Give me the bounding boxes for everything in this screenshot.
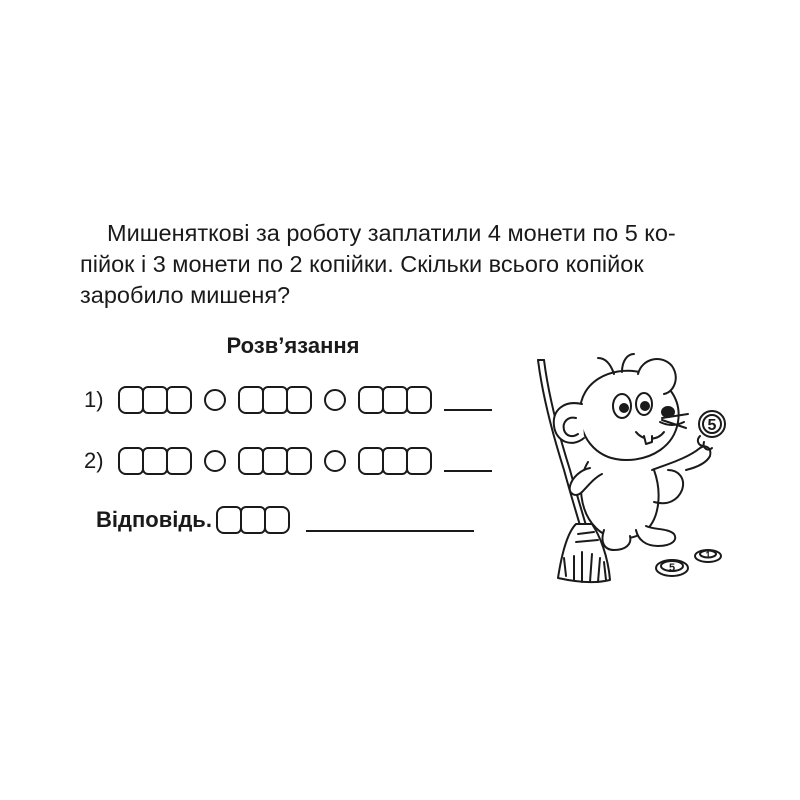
coin-label: 5	[668, 562, 676, 574]
digit-box[interactable]	[406, 447, 432, 475]
mouse-ear	[554, 403, 584, 443]
answer-label: Відповідь.	[96, 507, 212, 532]
operator-circle[interactable]	[324, 389, 346, 411]
answer-line[interactable]	[306, 530, 474, 532]
digit-box[interactable]	[118, 447, 144, 475]
coin-label: 1	[705, 550, 711, 560]
digit-box[interactable]	[216, 506, 242, 534]
number-boxes	[118, 386, 192, 414]
digit-box[interactable]	[142, 386, 168, 414]
answer-row	[96, 506, 474, 534]
number-boxes	[238, 386, 312, 414]
solution-title: Розв’язання	[226, 333, 360, 358]
digit-box[interactable]	[166, 447, 192, 475]
digit-box[interactable]	[358, 386, 384, 414]
number-boxes	[118, 447, 192, 475]
digit-box[interactable]	[240, 506, 266, 534]
operator-circle[interactable]	[324, 450, 346, 472]
coin-label: 5	[707, 417, 717, 434]
problem-line-3: заробило мишеня?	[80, 282, 291, 308]
number-boxes	[358, 447, 432, 475]
unit-line[interactable]	[444, 470, 492, 472]
digit-box[interactable]	[262, 447, 288, 475]
digit-box[interactable]	[358, 447, 384, 475]
digit-box[interactable]	[142, 447, 168, 475]
solution-row-2	[84, 447, 492, 475]
number-boxes	[358, 386, 432, 414]
digit-box[interactable]	[286, 386, 312, 414]
operator-circle[interactable]	[204, 450, 226, 472]
row-number: 1)	[84, 387, 104, 412]
digit-box[interactable]	[238, 386, 264, 414]
problem-line-2: пійок і 3 монети по 2 копійки. Скільки всього копійок	[80, 251, 644, 277]
operator-circle[interactable]	[204, 389, 226, 411]
digit-box[interactable]	[238, 447, 264, 475]
solution-row-1	[84, 386, 492, 414]
broom-handle	[538, 360, 582, 532]
problem-line-1: Мишеняткові за роботу заплатили 4 монети по 5 ко-	[107, 220, 676, 246]
row-number: 2)	[84, 448, 104, 473]
digit-box[interactable]	[166, 386, 192, 414]
digit-box[interactable]	[286, 447, 312, 475]
digit-box[interactable]	[264, 506, 290, 534]
word-problem	[80, 218, 742, 311]
digit-box[interactable]	[406, 386, 432, 414]
mouse-with-broom-illustration	[518, 352, 728, 588]
broom-handle	[544, 360, 588, 532]
answer-boxes	[216, 506, 290, 534]
digit-box[interactable]	[382, 386, 408, 414]
unit-line[interactable]	[444, 409, 492, 411]
digit-box[interactable]	[118, 386, 144, 414]
digit-box[interactable]	[382, 447, 408, 475]
number-boxes	[238, 447, 312, 475]
digit-box[interactable]	[262, 386, 288, 414]
